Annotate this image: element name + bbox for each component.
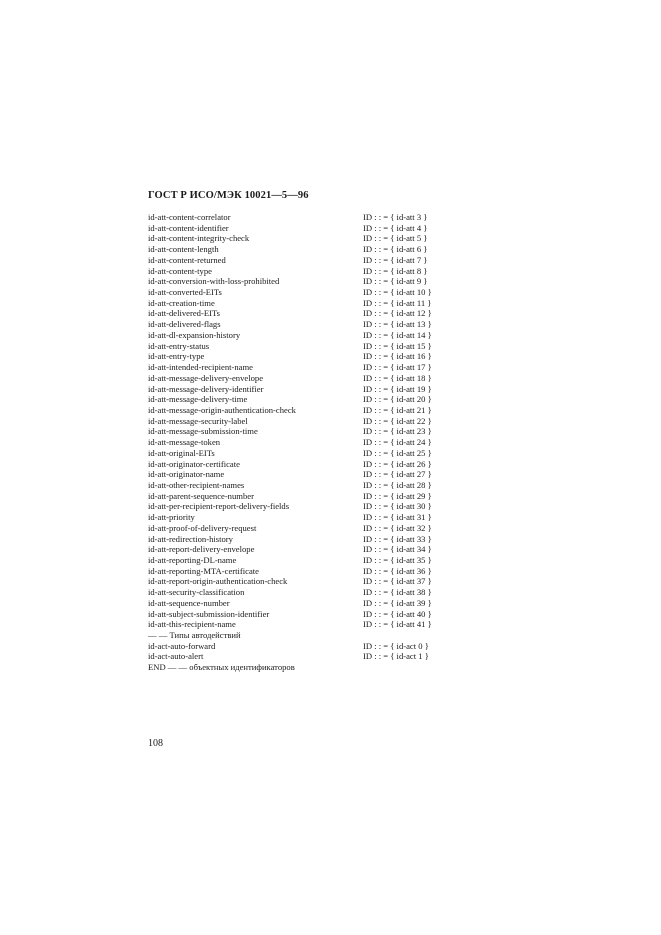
- identifier-value: ID : : = { id-att 7 }: [363, 254, 428, 265]
- definition-row: [148, 544, 468, 555]
- identifier-value: ID : : = { id-act 1 }: [363, 651, 429, 662]
- identifier-name: id-att-dl-expansion-history: [148, 329, 241, 340]
- identifier-value: ID : : = { id-att 20 }: [363, 394, 432, 405]
- page-number: 108: [148, 738, 163, 749]
- identifier-value: ID : : = { id-att 24 }: [363, 437, 432, 448]
- identifier-value: ID : : = { id-att 21 }: [363, 404, 432, 415]
- definition-row: [148, 244, 468, 255]
- identifier-name: id-att-message-submission-time: [148, 426, 258, 437]
- definition-row: [148, 619, 468, 630]
- definition-row: [148, 287, 468, 298]
- identifier-name: id-att-reporting-DL-name: [148, 555, 237, 565]
- identifier-name: id-att-reporting-MTA-certificate: [148, 565, 259, 576]
- definition-row: [148, 384, 468, 395]
- identifier-name: id-att-content-integrity-check: [148, 233, 250, 244]
- identifier-name: id-att-content-returned: [148, 254, 226, 265]
- identifier-list: [148, 212, 468, 673]
- identifier-name: id-att-message-token: [148, 437, 221, 448]
- definition-row: [148, 223, 468, 234]
- identifier-value: ID : : = { id-att 12 }: [363, 308, 432, 319]
- identifier-name: id-att-message-delivery-time: [148, 394, 248, 405]
- definition-row: [148, 266, 468, 277]
- identifier-name: id-att-intended-recipient-name: [148, 362, 253, 373]
- identifier-value: ID : : = { id-att 29 }: [363, 490, 432, 501]
- definition-row: [148, 480, 468, 491]
- identifier-name: id-att-entry-type: [148, 351, 205, 362]
- identifier-value: ID : : = { id-att 38 }: [363, 587, 432, 598]
- identifier-value: ID : : = { id-att 17 }: [363, 362, 432, 373]
- definition-row: [148, 598, 468, 609]
- identifier-value: ID : : = { id-att 13 }: [363, 319, 432, 330]
- identifier-name: id-act-auto-alert: [148, 651, 204, 662]
- identifier-value: ID : : = { id-att 36 }: [363, 565, 432, 576]
- definition-row: [148, 416, 468, 427]
- comment-line: [148, 662, 468, 673]
- identifier-name: id-att-sequence-number: [148, 597, 230, 608]
- identifier-value: ID : : = { id-att 32 }: [363, 522, 432, 533]
- identifier-value: ID : : = { id-att 30 }: [363, 501, 432, 512]
- identifier-value: ID : : = { id-att 41 }: [363, 619, 432, 630]
- definition-row: [148, 534, 468, 545]
- identifier-name: id-att-message-delivery-identifier: [148, 383, 264, 394]
- identifier-value: ID : : = { id-att 6 }: [363, 244, 428, 255]
- identifier-value: ID : : = { id-att 35 }: [363, 555, 432, 565]
- document-header: ГОСТ Р ИСО/МЭК 10021—5—96: [148, 190, 309, 201]
- identifier-name: id-att-proof-of-delivery-request: [148, 522, 257, 533]
- identifier-name: id-att-report-origin-authentication-check: [148, 576, 288, 587]
- comment-line: [148, 630, 468, 641]
- definition-row: [148, 341, 468, 352]
- identifier-value: ID : : = { id-att 22 }: [363, 415, 432, 426]
- identifier-value: ID : : = { id-att 10 }: [363, 287, 432, 298]
- definition-row: [148, 512, 468, 523]
- definition-row: [148, 330, 468, 341]
- identifier-value: ID : : = { id-att 8 }: [363, 265, 428, 276]
- identifier-name: id-att-message-origin-authentication-check: [148, 404, 296, 415]
- definition-row: [148, 233, 468, 244]
- identifier-value: ID : : = { id-att 33 }: [363, 533, 432, 544]
- identifier-name: id-act-auto-forward: [148, 640, 216, 651]
- definition-row: [148, 319, 468, 330]
- definition-row: [148, 566, 468, 577]
- comment-text: — — Типы автодействий: [148, 630, 241, 641]
- identifier-value: ID : : = { id-att 11 }: [363, 297, 432, 308]
- identifier-value: ID : : = { id-att 9 }: [363, 276, 428, 287]
- definition-row: [148, 394, 468, 405]
- identifier-name: id-att-originator-name: [148, 469, 225, 480]
- definition-row: [148, 587, 468, 598]
- definition-row: [148, 351, 468, 362]
- identifier-name: id-att-content-type: [148, 265, 212, 276]
- identifier-value: ID : : = { id-act 0 }: [363, 640, 429, 651]
- identifier-value: ID : : = { id-att 25 }: [363, 447, 432, 458]
- identifier-name: id-att-content-correlator: [148, 212, 231, 222]
- definition-row: [148, 555, 468, 566]
- identifier-value: ID : : = { id-att 39 }: [363, 597, 432, 608]
- identifier-value: ID : : = { id-att 19 }: [363, 383, 432, 394]
- identifier-name: id-att-entry-status: [148, 340, 210, 351]
- comment-text: END — — объектных идентификаторов: [148, 662, 295, 673]
- definition-row: [148, 426, 468, 437]
- identifier-value: ID : : = { id-att 16 }: [363, 351, 432, 362]
- identifier-value: ID : : = { id-att 15 }: [363, 340, 432, 351]
- definition-row: [148, 362, 468, 373]
- definition-row: [148, 651, 468, 662]
- definition-row: [148, 437, 468, 448]
- definition-row: [148, 448, 468, 459]
- identifier-name: id-att-message-delivery-envelope: [148, 372, 264, 383]
- identifier-name: id-att-priority: [148, 512, 195, 523]
- identifier-name: id-att-content-length: [148, 244, 219, 255]
- definition-row: [148, 523, 468, 534]
- definition-row: [148, 459, 468, 470]
- identifier-value: ID : : = { id-att 40 }: [363, 608, 432, 619]
- identifier-name: id-att-conversion-with-loss-prohibited: [148, 276, 280, 287]
- definition-row: [148, 298, 468, 309]
- identifier-name: id-att-delivered-flags: [148, 319, 221, 330]
- identifier-value: ID : : = { id-att 23 }: [363, 426, 432, 437]
- definition-row: [148, 641, 468, 652]
- definition-row: [148, 373, 468, 384]
- identifier-name: id-att-original-EITs: [148, 447, 215, 458]
- definition-row: [148, 255, 468, 266]
- identifier-value: ID : : = { id-att 31 }: [363, 512, 432, 523]
- identifier-name: id-att-message-security-label: [148, 415, 248, 426]
- identifier-name: id-att-delivered-EITs: [148, 308, 220, 319]
- definition-row: [148, 405, 468, 416]
- definition-row: [148, 469, 468, 480]
- identifier-name: id-att-parent-sequence-number: [148, 490, 254, 501]
- identifier-value: ID : : = { id-att 28 }: [363, 479, 432, 490]
- definition-row: [148, 609, 468, 620]
- identifier-name: id-att-creation-time: [148, 297, 215, 308]
- identifier-value: ID : : = { id-att 3 }: [363, 212, 428, 222]
- identifier-name: id-att-content-identifier: [148, 222, 229, 233]
- identifier-name: id-att-security-classification: [148, 587, 245, 598]
- identifier-name: id-att-per-recipient-report-delivery-fields: [148, 501, 290, 512]
- definition-row: [148, 501, 468, 512]
- identifier-name: id-att-this-recipient-name: [148, 619, 236, 630]
- definition-row: [148, 491, 468, 502]
- definition-row: [148, 212, 468, 223]
- identifier-value: ID : : = { id-att 26 }: [363, 458, 432, 469]
- definition-row: [148, 308, 468, 319]
- definition-row: [148, 576, 468, 587]
- identifier-name: id-att-redirection-history: [148, 533, 233, 544]
- identifier-value: ID : : = { id-att 34 }: [363, 544, 432, 555]
- identifier-name: id-att-other-recipient-names: [148, 479, 245, 490]
- identifier-name: id-att-subject-submission-identifier: [148, 608, 270, 619]
- identifier-value: ID : : = { id-att 4 }: [363, 222, 428, 233]
- identifier-value: ID : : = { id-att 5 }: [363, 233, 428, 244]
- identifier-name: id-att-converted-EITs: [148, 287, 222, 298]
- identifier-value: ID : : = { id-att 18 }: [363, 372, 432, 383]
- identifier-name: id-att-report-delivery-envelope: [148, 544, 255, 555]
- identifier-name: id-att-originator-certificate: [148, 458, 240, 469]
- identifier-value: ID : : = { id-att 14 }: [363, 329, 432, 340]
- identifier-value: ID : : = { id-att 27 }: [363, 469, 432, 480]
- identifier-value: ID : : = { id-att 37 }: [363, 576, 432, 587]
- definition-row: [148, 276, 468, 287]
